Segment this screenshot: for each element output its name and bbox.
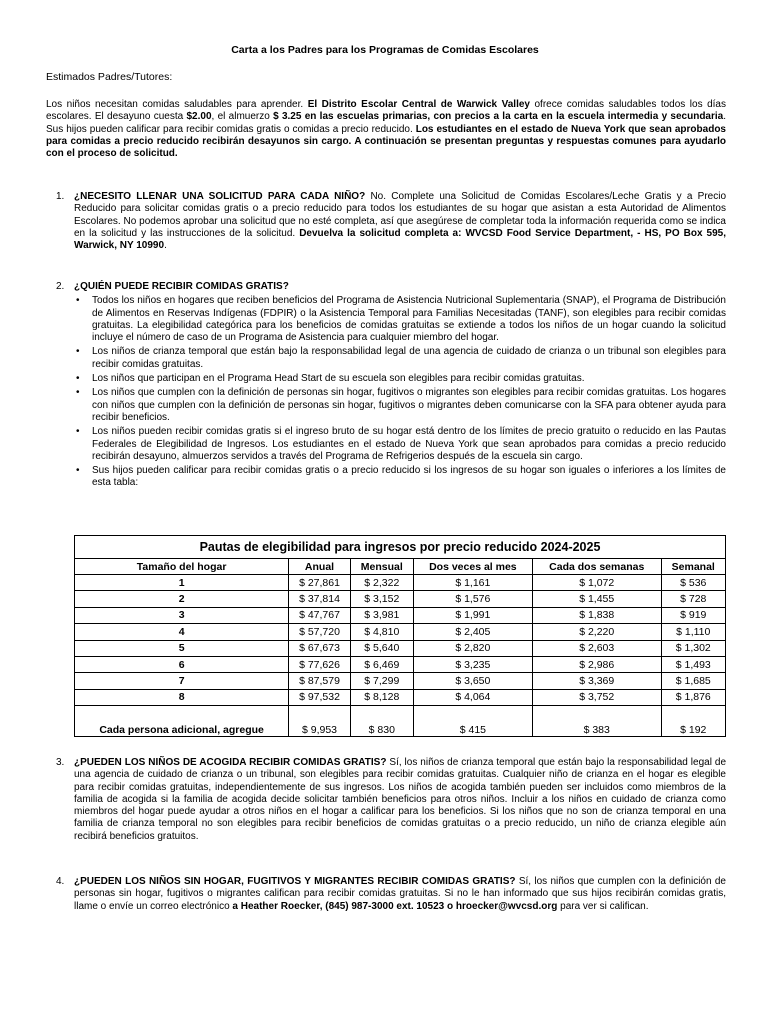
table-cell: $ 4,810 bbox=[350, 624, 413, 640]
column-header: Anual bbox=[289, 559, 351, 575]
table-cell: $ 2,405 bbox=[413, 624, 532, 640]
table-cell: $ 1,991 bbox=[413, 607, 532, 623]
question-number: 3. bbox=[56, 757, 65, 768]
table-row bbox=[75, 689, 726, 705]
table-cell: $ 415 bbox=[413, 706, 532, 737]
household-size-cell: 3 bbox=[75, 607, 289, 623]
intro-bold-note: Los estudiantes en el estado de Nueva York que sean aprobados para comidas a precio reducido recibirán desayunos sin cargo. A continuación se presentan preguntas y respuestas comunes para ayudarlo con el proceso de solicitud. bbox=[46, 123, 726, 160]
table-cell: $ 830 bbox=[350, 706, 413, 737]
intro-paragraph bbox=[46, 99, 726, 160]
question-1 bbox=[56, 191, 726, 252]
table-cell: $ 1,685 bbox=[661, 673, 726, 689]
table-row bbox=[75, 624, 726, 640]
greeting: Estimados Padres/Tutores: bbox=[46, 71, 173, 83]
table-cell: $ 1,110 bbox=[661, 624, 726, 640]
table-cell: $ 87,579 bbox=[289, 673, 351, 689]
answer-text: . bbox=[164, 240, 167, 252]
table-row bbox=[75, 607, 726, 623]
eligibility-list bbox=[74, 295, 726, 489]
page-title: Carta a los Padres para los Programas de Comidas Escolares bbox=[231, 44, 539, 56]
column-header: Semanal bbox=[661, 559, 726, 575]
column-header: Dos veces al mes bbox=[413, 559, 532, 575]
table-caption: Pautas de elegibilidad para ingresos por precio reducido 2024-2025 bbox=[75, 536, 726, 559]
list-item: • Los niños que cumplen con la definición de personas sin hogar, fugitivos o migrantes son elegibles para recibir comidas gratuitas. Los hogares con niños que cumplen con la definición de personas sin hogar, fugitivos o migrantes deben comunicarse con la SFA para obtener ayuda para recibir beneficios. bbox=[74, 387, 726, 424]
table-cell: $ 37,814 bbox=[289, 591, 351, 607]
table-cell: $ 536 bbox=[661, 575, 726, 591]
table-cell: $ 47,767 bbox=[289, 607, 351, 623]
answer-text: Sí, los niños de crianza temporal que están bajo la responsabilidad legal de una agencia de cuidado de crianza o un tribunal, son elegibles para recibir comidas gratuitas. Cualquier niño de crianza en el hogar es elegible para recibir comidas gratuitas, independientemente de sus ingresos. Los niños de acogida también pueden ser incluidos como miembros de la familia de acogida si la familia de acogida decide solicitar también beneficios para otros niños. Incluir a los niños en cuidado de crianza como miembros del hogar puede ayudar a otros niños en el hogar a calificar para los beneficios. Si los niños que no son de crianza temporal en una familia de crianza temporal no son elegibles para recibir beneficios de comidas gratuitas o a precio reducido, un niño de crianza elegible aún recibirá beneficios gratuitos. bbox=[74, 757, 727, 842]
list-item: • Los niños pueden recibir comidas gratis si el ingreso bruto de su hogar está dentro de los límites de precio gratuito o reducido en las Pautas Federales de Elegibilidad de Ingresos. Los estudiantes en el estado de Nueva York que sean aprobados para comidas a precio reducido recibirán desayuno, almuerzos servidos a través del Programa de Refrigerios después de la escuela sin cargo. bbox=[74, 426, 726, 463]
table-cell: $ 2,603 bbox=[532, 640, 661, 656]
list-item: • Los niños que participan en el Programa Head Start de su escuela son elegibles para recibir comidas gratuitas. bbox=[74, 373, 726, 385]
table-cell: $ 5,640 bbox=[350, 640, 413, 656]
table-cell: $ 9,953 bbox=[289, 706, 351, 737]
district-name: El Distrito Escolar Central de Warwick Valley bbox=[307, 99, 530, 110]
table-cell: $ 4,064 bbox=[413, 689, 532, 705]
table-cell: $ 3,369 bbox=[532, 673, 661, 689]
table-cell: $ 67,673 bbox=[289, 640, 351, 656]
table-row bbox=[75, 706, 726, 737]
table-cell: $ 27,861 bbox=[289, 575, 351, 591]
breakfast-price: $2.00 bbox=[186, 111, 212, 123]
table-cell: $ 8,128 bbox=[350, 689, 413, 705]
table-cell: $ 97,532 bbox=[289, 689, 351, 705]
table-cell: $ 6,469 bbox=[350, 656, 413, 672]
income-eligibility-table bbox=[74, 535, 726, 737]
table-cell: $ 1,876 bbox=[661, 689, 726, 705]
list-item: • Todos los niños en hogares que reciben beneficios del Programa de Asistencia Nutricional Suplementaria (SNAP), el Programa de Distribución de Alimentos en Reservas Indígenas (FDPIR) o la Asistencia Temporal para Familias Necesitadas (TANF), son elegibles para recibir comidas gratuitas. La elegibilidad categórica para los beneficios de comidas gratuitas se extiende a todos los niños de un hogar cuando la solicitud incluye el número de caso de un Programa de Asistencia para cualquier miembro del hogar. bbox=[74, 295, 726, 344]
table-row bbox=[75, 591, 726, 607]
question-number: 2. bbox=[56, 281, 65, 292]
table-cell: $ 3,650 bbox=[413, 673, 532, 689]
household-size-cell: 5 bbox=[75, 640, 289, 656]
question-number: 4. bbox=[56, 876, 65, 887]
question-heading: ¿PUEDEN LOS NIÑOS SIN HOGAR, FUGITIVOS Y MIGRANTES RECIBIR COMIDAS GRATIS? bbox=[74, 876, 516, 887]
answer-text: No. Complete una Solicitud de Comidas Escolares/Leche Gratis y a Precio Reducido para solicitar comidas gratis o a precio reducido para todos los estudiantes de su hogar que asistan a esta Autoridad de Alimentos Escolares. No podemos aprobar una solicitud que no esté completa, así que asegúrese de completar toda la información requerida como se indica en la solicitud y las instrucciones de la solicitud. bbox=[74, 191, 727, 239]
table-row bbox=[75, 656, 726, 672]
column-header: Mensual bbox=[350, 559, 413, 575]
return-address: Devuelva la solicitud completa a: WVCSD Food Service Department, - HS, PO Box 595, Warwick, NY 10990 bbox=[74, 227, 727, 252]
household-size-cell: 8 bbox=[75, 689, 289, 705]
intro-text: ofrece comidas saludables todos los días escolares. El desayuno cuesta bbox=[46, 99, 726, 123]
table-cell: $ 3,152 bbox=[350, 591, 413, 607]
table-cell: $ 1,072 bbox=[532, 575, 661, 591]
intro-text: . Sus hijos pueden calificar para recibir comidas gratis o comidas a precio reducido. bbox=[46, 111, 727, 135]
question-4 bbox=[56, 876, 726, 913]
contact-info: a Heather Roecker, (845) 987-3000 ext. 10523 o hroecker@wvcsd.org bbox=[232, 900, 558, 912]
table-cell: $ 2,322 bbox=[350, 575, 413, 591]
table-cell: $ 1,161 bbox=[413, 575, 532, 591]
household-size-cell: 7 bbox=[75, 673, 289, 689]
answer-text: para ver si califican. bbox=[557, 900, 649, 912]
column-header: Cada dos semanas bbox=[532, 559, 661, 575]
table-row bbox=[75, 640, 726, 656]
household-size-cell: 2 bbox=[75, 591, 289, 607]
question-3 bbox=[56, 757, 726, 843]
table-row bbox=[75, 673, 726, 689]
intro-text: Los niños necesitan comidas saludables para aprender. bbox=[46, 99, 308, 110]
table-cell: $ 728 bbox=[661, 591, 726, 607]
table-header-row bbox=[75, 559, 726, 575]
question-2 bbox=[56, 281, 726, 492]
table-cell: Cada persona adicional, agregue bbox=[75, 706, 289, 737]
household-size-cell: 1 bbox=[75, 575, 289, 591]
table-cell: $ 1,455 bbox=[532, 591, 661, 607]
table-cell: $ 3,235 bbox=[413, 656, 532, 672]
question-heading: ¿NECESITO LLENAR UNA SOLICITUD PARA CADA NIÑO? bbox=[74, 191, 366, 202]
table-cell: $ 3,752 bbox=[532, 689, 661, 705]
table-cell: $ 1,576 bbox=[413, 591, 532, 607]
table-cell: $ 919 bbox=[661, 607, 726, 623]
table-cell: $ 1,493 bbox=[661, 656, 726, 672]
question-heading: ¿QUIÉN PUEDE RECIBIR COMIDAS GRATIS? bbox=[74, 281, 289, 292]
list-item: • Los niños de crianza temporal que están bajo la responsabilidad legal de una agencia de cuidado de crianza o un tribunal son elegibles para recibir comidas gratuitas. bbox=[74, 346, 726, 371]
table-cell: $ 383 bbox=[532, 706, 661, 737]
household-size-cell: 4 bbox=[75, 624, 289, 640]
question-number: 1. bbox=[56, 191, 65, 202]
table-cell: $ 2,220 bbox=[532, 624, 661, 640]
table-cell: $ 7,299 bbox=[350, 673, 413, 689]
table-row bbox=[75, 575, 726, 591]
table-cell: $ 2,820 bbox=[413, 640, 532, 656]
table-cell: $ 77,626 bbox=[289, 656, 351, 672]
household-size-cell: 6 bbox=[75, 656, 289, 672]
table-cell: $ 2,986 bbox=[532, 656, 661, 672]
table-cell: $ 192 bbox=[661, 706, 726, 737]
table-cell: $ 57,720 bbox=[289, 624, 351, 640]
list-item: • Sus hijos pueden calificar para recibir comidas gratis o a precio reducido si los ingresos de su hogar son iguales o inferiores a los límites de esta tabla: bbox=[74, 465, 726, 490]
lunch-price: $ 3.25 en las escuelas primarias, con precios a la carta en la escuela intermedia y secundaria bbox=[273, 111, 724, 123]
answer-text: Sí, los niños que cumplen con la definición de personas sin hogar, fugitivos o migrantes califican para recibir comidas gratuitas. Si no le han informado que sus hijos recibirán comidas gratis, llame o envíe un correo electrónico bbox=[74, 876, 726, 912]
intro-text: , el almuerzo bbox=[211, 111, 274, 123]
table-cell: $ 3,981 bbox=[350, 607, 413, 623]
table-cell: $ 1,302 bbox=[661, 640, 726, 656]
column-header: Tamaño del hogar bbox=[75, 559, 289, 575]
question-heading: ¿PUEDEN LOS NIÑOS DE ACOGIDA RECIBIR COMIDAS GRATIS? bbox=[74, 757, 387, 768]
table-cell: $ 1,838 bbox=[532, 607, 661, 623]
